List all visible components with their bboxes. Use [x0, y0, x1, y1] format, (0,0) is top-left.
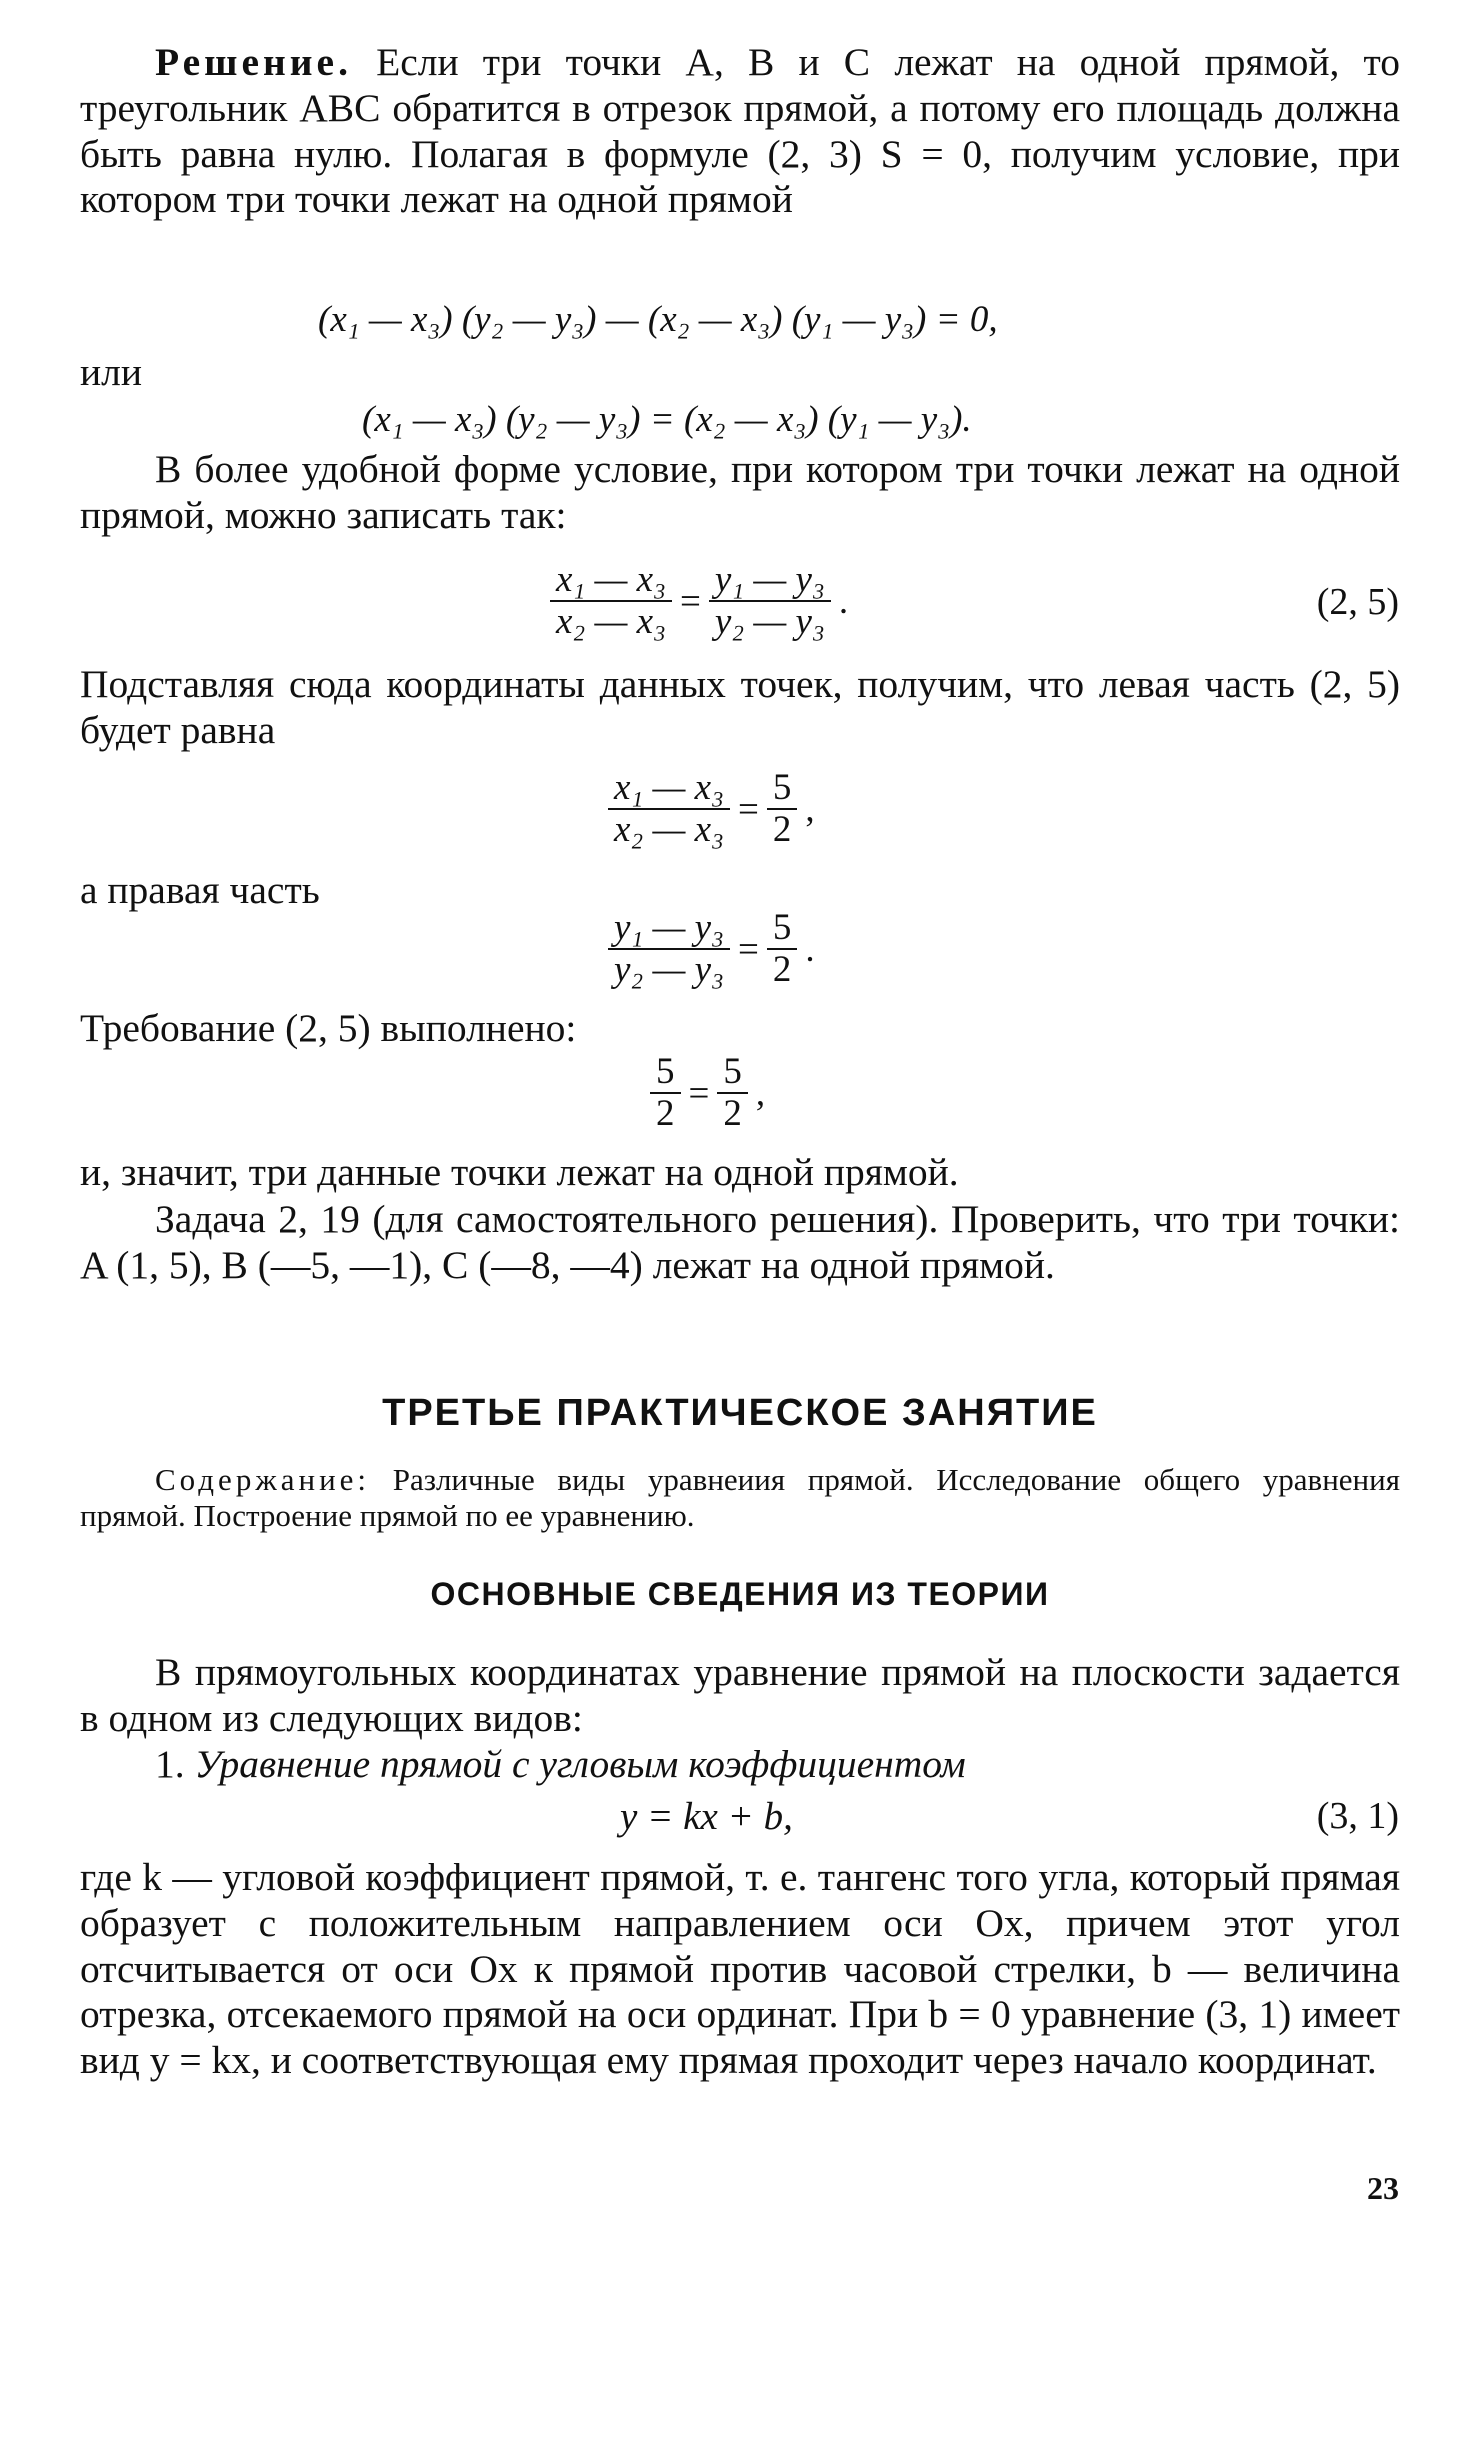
solution-paragraph: [80, 40, 1400, 223]
theory-heading: ОСНОВНЫЕ СВЕДЕНИЯ ИЗ ТЕОРИИ: [430, 1576, 1050, 1612]
formula-area-equality: (x₁ — x₃) (y₂ — y₃) = (x₂ — x₃) (y₁ — y₃).: [362, 399, 972, 440]
section-heading: ТРЕТЬЕ ПРАКТИЧЕСКОЕ ЗАНЯТИЕ: [382, 1392, 1098, 1434]
contents-summary: Содержание: Различные виды уравнеиия прямой. Исследование общего уравнения прямой. Построение прямой по ее уравнению.: [80, 1462, 1400, 1533]
solution-label: Решение.: [155, 40, 352, 84]
page-number: 23: [1367, 2170, 1399, 2206]
requirement-paragraph: Требование (2, 5) выполнено:: [80, 1006, 577, 1050]
formula-left-side: $\frac{\text{x₁ — x₃}}{\text{x₂ — x₃}}$ = $\frac{5}{2}$ ,: [608, 768, 823, 850]
slope-explanation-paragraph: где k — угловой коэффициент прямой, т. е. тангенс того угла, который прямая образует с положительным направлением оси Ox, причем этот угол отсчитывается от оси Ox к прямой против часовой стрелки, b — величина отрезка, отсекаемого прямой на оси ординат. При b = 0 уравнение (3, 1) имеет вид y = kx, и соответствующая ему прямая проходит через начало координат.: [80, 1855, 1400, 2083]
problem-2-19: Задача 2, 19 (для самостоятельного решения). Проверить, что три точки: A (1, 5), B (—5, —1), C (—8, —4) лежат на одной прямой.: [80, 1197, 1400, 1287]
right-fraction: $\frac{\text{y₁ — y₃}}{\text{y₂ — y₃}}$: [709, 560, 831, 642]
formula-area-zero: (x₁ — x₃) (y₂ — y₃) — (x₂ — x₃) (y₁ — y₃) = 0,: [318, 299, 998, 340]
formula-2-5: $\frac{\text{x₁ — x₃}}{\text{x₂ — x₃}}$ = $\frac{\text{y₁ — y₃}}{\text{y₂ — y₃}}$ .: [550, 560, 856, 642]
right-side-label: а правая часть: [80, 868, 320, 912]
list-item-1: 1. Уравнение прямой с угловым коэффициентом: [155, 1742, 966, 1786]
coordinates-paragraph: В прямоугольных координатах уравнение прямой на плоскости задается в одном из следующих видов:: [80, 1650, 1400, 1740]
substitution-paragraph: Подставляя сюда координаты данных точек, получим, что левая часть (2, 5) будет равна: [80, 662, 1400, 752]
conclusion-paragraph: и, значит, три данные точки лежат на одной прямой.: [80, 1150, 959, 1194]
equation-number-2-5: (2, 5): [1316, 581, 1399, 623]
formula-five-halves: $\frac{5}{2}$ = $\frac{5}{2}$ ,: [650, 1052, 773, 1134]
solution-text: Если три точки A, B и C лежат на одной прямой, то треугольник ABC обратится в отрезок прямой, а потому его площадь должна быть равна нулю. Полагая в формуле (2, 3) S = 0, получим условие, при котором три точки лежат на одной прямой: [80, 40, 1400, 222]
left-fraction: $\frac{\text{x₁ — x₃}}{\text{x₂ — x₃}}$: [550, 560, 672, 642]
equation-number-3-1: (3, 1): [1316, 1795, 1399, 1837]
convenient-form-paragraph: В более удобной форме условие, при котором три точки лежат на одной прямой, можно записать так:: [80, 447, 1400, 537]
contents-label: Содержание:: [155, 1462, 371, 1497]
formula-3-1: y = kx + b,: [620, 1795, 793, 1838]
formula-right-side: $\frac{\text{y₁ — y₃}}{\text{y₂ — y₃}}$ = $\frac{5}{2}$ .: [608, 908, 823, 990]
word-or: или: [80, 350, 142, 394]
